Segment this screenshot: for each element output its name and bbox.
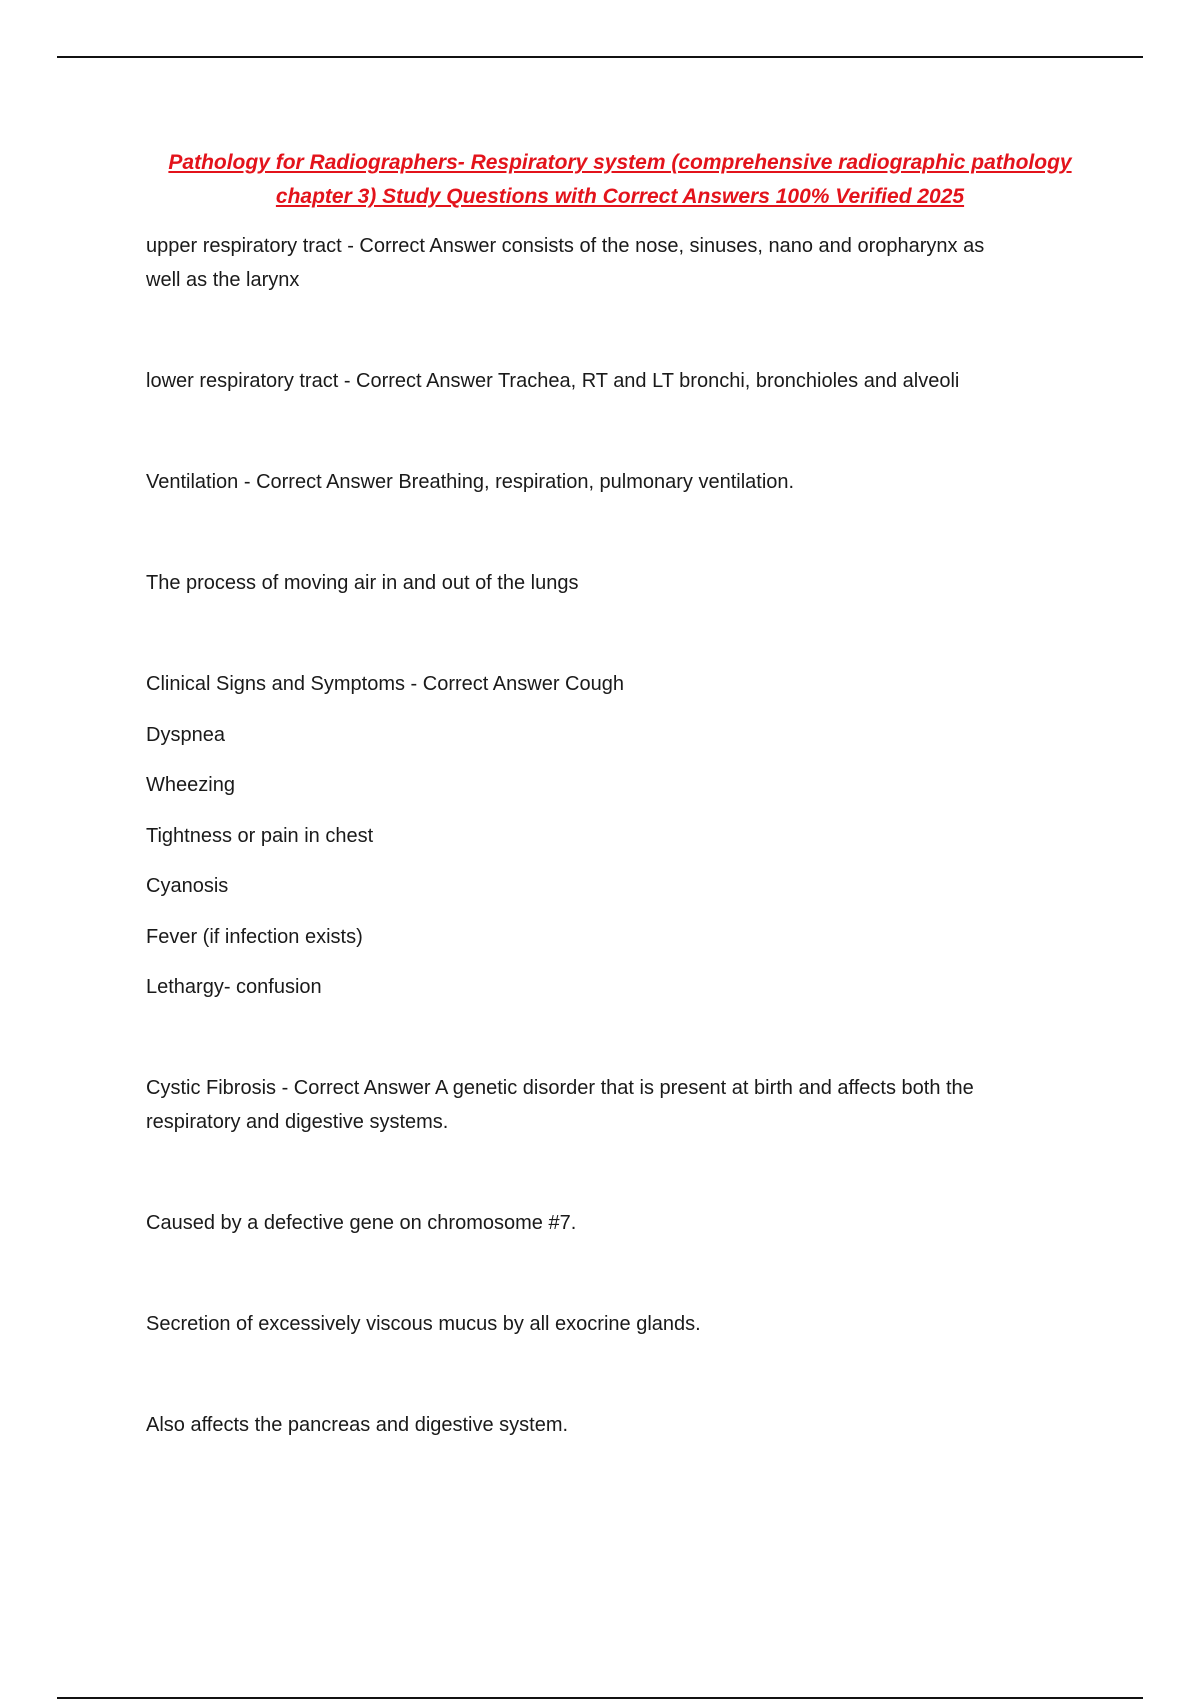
symptom-item: Tightness or pain in chest [146,825,374,847]
symptom-item: Lethargy- confusion [146,976,322,998]
cystic-fibrosis-entry: Cystic Fibrosis - Correct Answer A genetic disorder that is present at birth and affects both the [146,1077,974,1099]
cystic-fibrosis-entry-cont: respiratory and digestive systems. [146,1111,449,1133]
upper-respiratory-tract-entry-cont: well as the larynx [146,269,300,291]
ventilation-entry: Ventilation - Correct Answer Breathing, respiration, pulmonary ventilation. [146,471,795,493]
cystic-fibrosis-note: Caused by a defective gene on chromosome #7. [146,1212,577,1234]
symptom-item: Cyanosis [146,875,229,897]
cystic-fibrosis-note: Secretion of excessively viscous mucus by all exocrine glands. [146,1313,701,1335]
symptom-item: Wheezing [146,774,235,796]
clinical-signs-entry: Clinical Signs and Symptoms - Correct Answer Cough [146,673,624,695]
symptom-item: Fever (if infection exists) [146,926,363,948]
ventilation-note: The process of moving air in and out of the lungs [146,572,579,594]
lower-respiratory-tract-entry: lower respiratory tract - Correct Answer Trachea, RT and LT bronchi, bronchioles and alveoli [146,370,960,392]
title-line-1: Pathology for Radiographers- Respiratory system (comprehensive radiographic pathology [168,151,1072,174]
cystic-fibrosis-note: Also affects the pancreas and digestive system. [146,1414,569,1436]
upper-respiratory-tract-entry: upper respiratory tract - Correct Answer consists of the nose, sinuses, nano and oropharynx as [146,235,985,257]
bottom-rule [57,1697,1143,1699]
title-line-2: chapter 3) Study Questions with Correct Answers 100% Verified 2025 [275,185,965,208]
top-rule [57,56,1143,58]
document-title [150,146,1090,214]
symptom-item: Dyspnea [146,724,225,746]
